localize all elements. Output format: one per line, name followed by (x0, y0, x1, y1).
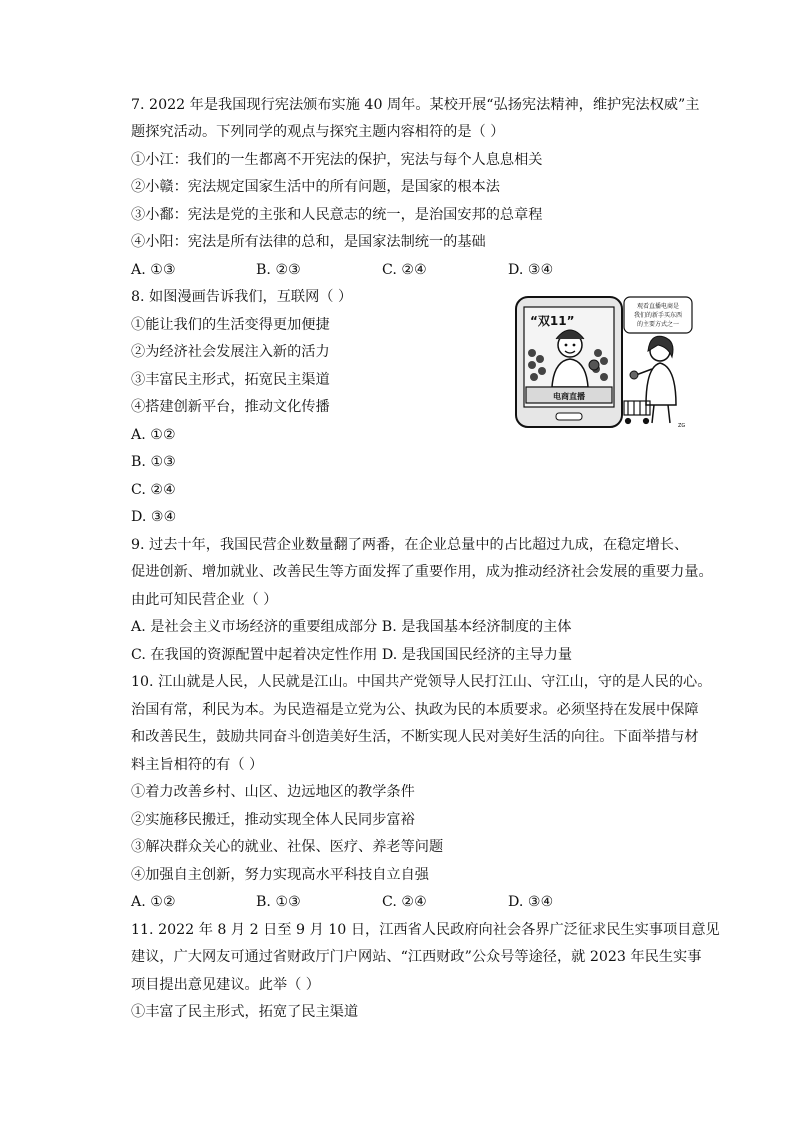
q8-option-c: C. ②④ (131, 482, 176, 498)
q10-item-4: ④加强自主创新，努力实现高水平科技自立自强 (131, 867, 429, 883)
q8-option-d: D. ③④ (131, 509, 177, 525)
q11-stem-line2: 建议，广大网友可通过省财政厅门户网站、“江西财政”公众号等途径，就 2023 年民生实事 (131, 949, 702, 965)
q10-item-1: ①着力改善乡村、山区、边远地区的教学条件 (131, 784, 415, 800)
q7-option-a: A. ①③ (131, 262, 176, 278)
q7-item-3: ③小鄱：宪法是党的主张和人民意志的统一，是治国安邦的总章程 (131, 207, 543, 223)
shopper-woman (630, 336, 676, 423)
q10-stem-line2: 治国有常，利民为本。为民造福是立党为公、执政为民的本质要求。必须坚持在发展中保障 (131, 702, 699, 718)
q10-option-c: C. ②④ (382, 894, 427, 910)
q11-stem-line3: 项目提出意见建议。此举（ ） (131, 977, 320, 993)
q9-options-row2: C. 在我国的资源配置中起着决定性作用 D. 是我国国民经济的主导力量 (131, 647, 573, 663)
q7-stem-line2: 题探究活动。下列同学的观点与探究主题内容相符的是（ ） (131, 124, 505, 140)
q8-item-2: ②为经济社会发展注入新的活力 (131, 344, 330, 360)
q7-item-2: ②小赣：宪法规定国家生活中的所有问题，是国家的根本法 (131, 179, 500, 195)
q10-option-a: A. ①② (131, 894, 176, 910)
q8-item-1: ①能让我们的生活变得更加便捷 (131, 317, 330, 333)
q8-cartoon-image (512, 295, 694, 431)
screen-title: “双11” (530, 314, 575, 328)
q10-option-b: B. ①③ (256, 894, 301, 910)
speech-line-2: 我们的新手买东西 (633, 312, 683, 319)
q9-options-row1: A. 是社会主义市场经济的重要组成部分 B. 是我国基本经济制度的主体 (131, 619, 572, 635)
q7-option-b: B. ②③ (256, 262, 301, 278)
q7-item-4: ④小阳：宪法是所有法律的总和，是国家法制统一的基础 (131, 234, 486, 250)
q8-stem: 8. 如图漫画告诉我们，互联网（ ） (131, 289, 353, 305)
q10-option-d: D. ③④ (508, 894, 554, 910)
q11-stem-line1: 11. 2022 年 8 月 2 日至 9 月 10 日，江西省人民政府向社会各界广泛征求民生实事项目意见 (131, 922, 720, 938)
q10-stem-line3: 和改善民生，鼓励共同奋斗创造美好生活，不断实现人民对美好生活的向往。下面举措与材 (131, 729, 699, 745)
q9-stem-line2: 促进创新、增加就业、改善民生等方面发挥了重要作用，成为推动经济社会发展的重要力量。 (131, 564, 713, 580)
q8-option-a: A. ①② (131, 427, 176, 443)
q9-stem-line3: 由此可知民营企业（ ） (131, 592, 278, 608)
q11-item-1: ①丰富了民主形式，拓宽了民主渠道 (131, 1004, 359, 1020)
q10-item-3: ③解决群众关心的就业、社保、医疗、养老等问题 (131, 839, 444, 855)
speech-line-3: 的主要方式之一 (636, 321, 680, 328)
q10-stem-line4: 料主旨相符的有（ ） (131, 757, 264, 773)
q7-item-1: ①小江：我们的一生都离不开宪法的保护，宪法与每个人息息相关 (131, 152, 543, 168)
q9-stem-line1: 9. 过去十年，我国民营企业数量翻了两番，在企业总量中的占比超过九成，在稳定增长、 (131, 537, 689, 553)
q7-option-d: D. ③④ (508, 262, 554, 278)
q10-item-2: ②实施移民搬迁，推动实现全体人民同步富裕 (131, 812, 415, 828)
q8-item-3: ③丰富民主形式，拓宽民主渠道 (131, 372, 330, 388)
q8-option-b: B. ①③ (131, 454, 176, 470)
banner-label: 电商直播 (553, 392, 585, 401)
q10-stem-line1: 10. 江山就是人民，人民就是江山。中国共产党领导人民打江山、守江山，守的是人民的心。 (131, 674, 712, 690)
q8-item-4: ④搭建创新平台，推动文化传播 (131, 399, 330, 415)
q7-option-c: C. ②④ (382, 262, 427, 278)
q7-stem-line1: 7. 2022 年是我国现行宪法颁布实施 40 周年。某校开展“弘扬宪法精神，维护宪法权威”主 (131, 97, 700, 113)
speech-line-1: 观看直播电商是 (636, 303, 680, 310)
artist-signature: ZG (678, 423, 686, 429)
home-button-icon (556, 413, 582, 420)
shopping-cart-icon (624, 401, 650, 424)
